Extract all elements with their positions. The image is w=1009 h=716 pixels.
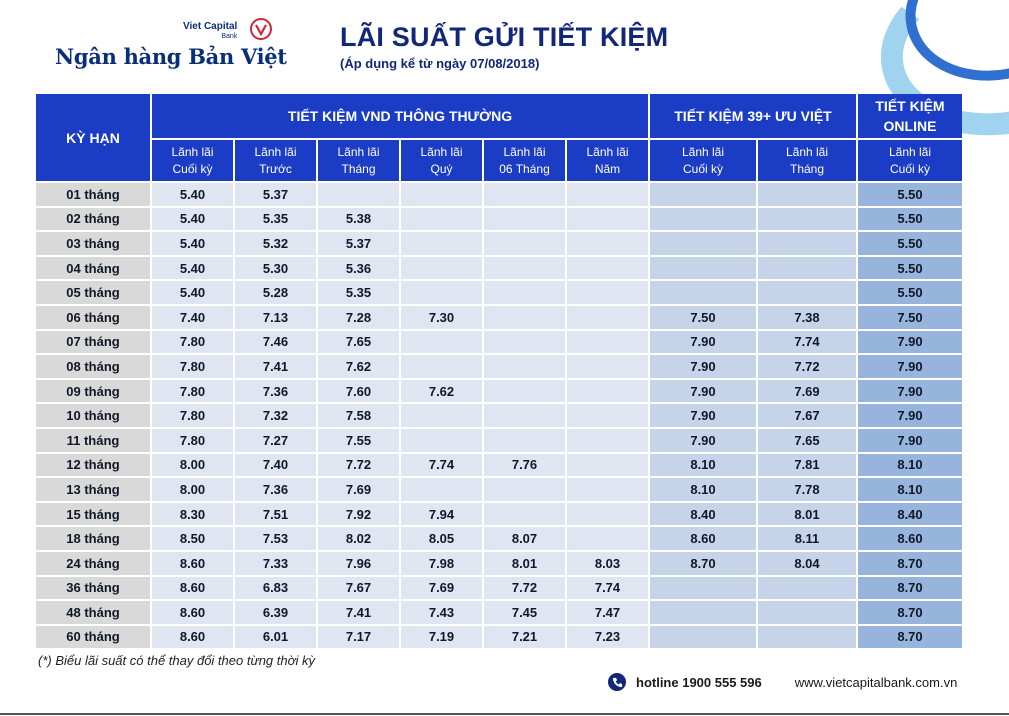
rate-cell: 7.41 — [318, 601, 399, 624]
subheader-line: Tháng — [789, 161, 825, 176]
rate-cell — [567, 503, 648, 526]
rate-cell: 7.74 — [401, 454, 482, 477]
rate-cell: 7.43 — [401, 601, 482, 624]
rate-cell — [758, 183, 856, 206]
rate-cell: 7.13 — [235, 306, 316, 329]
rate-cell: 7.36 — [235, 478, 316, 501]
rate-cell — [567, 232, 648, 255]
rate-cell: 5.38 — [318, 208, 399, 231]
rate-cell — [758, 232, 856, 255]
rate-cell — [567, 208, 648, 231]
rate-cell: 7.32 — [235, 404, 316, 427]
subheader-line: Năm — [594, 161, 621, 176]
rate-cell — [484, 503, 565, 526]
rate-cell — [401, 355, 482, 378]
subheader-line: Lãnh lãi — [888, 144, 932, 159]
rate-cell: 5.50 — [858, 281, 962, 304]
rate-cell: 7.36 — [235, 380, 316, 403]
rate-cell — [567, 257, 648, 280]
rate-cell: 8.70 — [858, 626, 962, 649]
rate-cell: 7.62 — [401, 380, 482, 403]
rate-cell — [484, 281, 565, 304]
phone-glyph-icon — [612, 677, 623, 688]
rate-cell — [650, 601, 756, 624]
rate-cell — [567, 454, 648, 477]
rate-cell: 7.58 — [318, 404, 399, 427]
term-cell: 04 tháng — [36, 257, 150, 280]
subheader-line: Quý — [430, 161, 453, 176]
bank-name: Ngân hàng Bản Việt — [55, 44, 287, 69]
bottom-divider — [0, 713, 1009, 715]
rate-cell: 8.40 — [650, 503, 756, 526]
subheader-line: Trước — [259, 161, 292, 176]
rate-cell: 7.90 — [858, 355, 962, 378]
rate-cell: 6.39 — [235, 601, 316, 624]
contact-bar — [608, 671, 957, 693]
rate-cell — [567, 404, 648, 427]
rate-cell — [758, 577, 856, 600]
rate-cell: 8.60 — [152, 552, 233, 575]
rate-cell: 6.83 — [235, 577, 316, 600]
logo-mark-icon — [250, 18, 272, 40]
rate-cell: 7.80 — [152, 429, 233, 452]
rate-cell: 7.80 — [152, 404, 233, 427]
rate-cell — [758, 257, 856, 280]
rate-cell: 7.78 — [758, 478, 856, 501]
rate-cell — [401, 257, 482, 280]
rate-cell: 7.72 — [318, 454, 399, 477]
rate-cell: 8.10 — [650, 454, 756, 477]
subheader-line: Lãnh lãi — [503, 144, 546, 159]
subheader-6 — [650, 140, 756, 181]
rate-cell: 7.21 — [484, 626, 565, 649]
subheader-1 — [235, 140, 316, 181]
rate-cell: 7.98 — [401, 552, 482, 575]
rate-cell: 7.65 — [318, 331, 399, 354]
rate-cell — [484, 404, 565, 427]
group-header-39plus: TIẾT KIỆM 39+ ƯU VIỆT — [650, 94, 856, 138]
table-row — [36, 552, 962, 575]
rate-cell — [650, 257, 756, 280]
rate-cell: 7.51 — [235, 503, 316, 526]
subheader-line: Lãnh lãi — [420, 144, 463, 159]
rate-cell: 7.27 — [235, 429, 316, 452]
rate-cell: 8.03 — [567, 552, 648, 575]
rate-cell — [567, 478, 648, 501]
rate-cell — [758, 601, 856, 624]
rate-cell — [567, 331, 648, 354]
rate-cell: 7.90 — [858, 404, 962, 427]
rate-cell: 5.37 — [235, 183, 316, 206]
rate-cell — [484, 208, 565, 231]
subheader-line: Lãnh lãi — [586, 144, 629, 159]
rate-cell: 7.81 — [758, 454, 856, 477]
rate-cell — [650, 183, 756, 206]
rate-cell: 7.69 — [318, 478, 399, 501]
subheader-line: Cuối kỳ — [889, 161, 930, 176]
rate-cell: 7.46 — [235, 331, 316, 354]
rate-cell: 5.36 — [318, 257, 399, 280]
rate-cell: 5.50 — [858, 257, 962, 280]
table-row — [36, 257, 962, 280]
rate-cell — [567, 527, 648, 550]
rate-cell: 8.10 — [858, 454, 962, 477]
rate-cell — [401, 281, 482, 304]
rate-cell: 7.80 — [152, 380, 233, 403]
rate-cell: 7.90 — [858, 429, 962, 452]
rate-cell: 7.62 — [318, 355, 399, 378]
term-cell: 10 tháng — [36, 404, 150, 427]
table-row — [36, 380, 962, 403]
term-cell: 48 tháng — [36, 601, 150, 624]
rate-cell: 7.76 — [484, 454, 565, 477]
group-header-online-text: TIẾT KIỆM ONLINE — [875, 98, 945, 134]
rate-cell: 7.74 — [567, 577, 648, 600]
subheader-line: Lãnh lãi — [681, 144, 725, 159]
rate-cell: 7.94 — [401, 503, 482, 526]
rate-cell: 7.50 — [858, 306, 962, 329]
rate-cell: 7.23 — [567, 626, 648, 649]
table-row — [36, 478, 962, 501]
table-row — [36, 183, 962, 206]
rate-cell: 5.35 — [318, 281, 399, 304]
rate-cell: 7.55 — [318, 429, 399, 452]
rate-cell: 8.00 — [152, 478, 233, 501]
rate-cell: 5.50 — [858, 208, 962, 231]
rate-cell: 8.70 — [858, 601, 962, 624]
rate-cell — [758, 626, 856, 649]
rate-cell: 7.72 — [758, 355, 856, 378]
group-header-regular: TIẾT KIỆM VND THÔNG THƯỜNG — [152, 94, 648, 138]
rate-cell: 8.01 — [758, 503, 856, 526]
rate-cell: 7.30 — [401, 306, 482, 329]
rate-cell: 8.60 — [152, 577, 233, 600]
rate-cell: 5.40 — [152, 208, 233, 231]
table-row — [36, 601, 962, 624]
rate-cell: 7.69 — [758, 380, 856, 403]
rate-cell: 7.17 — [318, 626, 399, 649]
subheader-3 — [401, 140, 482, 181]
rate-cell — [484, 232, 565, 255]
term-cell: 08 tháng — [36, 355, 150, 378]
rate-cell: 8.40 — [858, 503, 962, 526]
rate-cell — [484, 183, 565, 206]
rate-cell — [401, 404, 482, 427]
rate-cell — [650, 208, 756, 231]
subheader-line: Lãnh lãi — [785, 144, 829, 159]
subheader-line: Cuối kỳ — [172, 161, 213, 176]
table-row — [36, 626, 962, 649]
logo-small-name — [183, 22, 237, 42]
rate-cell — [401, 429, 482, 452]
table-row — [36, 355, 962, 378]
rate-cell: 7.38 — [758, 306, 856, 329]
term-cell: 18 tháng — [36, 527, 150, 550]
table-row — [36, 577, 962, 600]
subheader-7 — [758, 140, 856, 181]
table-row — [36, 306, 962, 329]
footnote: (*) Biểu lãi suất có thể thay đổi theo từng thời kỳ — [38, 653, 315, 668]
rate-cell — [401, 331, 482, 354]
term-cell: 05 tháng — [36, 281, 150, 304]
rate-cell — [650, 232, 756, 255]
table-row — [36, 527, 962, 550]
rate-cell: 8.60 — [858, 527, 962, 550]
rate-cell: 5.28 — [235, 281, 316, 304]
rate-cell: 8.05 — [401, 527, 482, 550]
rate-cell: 7.90 — [650, 429, 756, 452]
rate-cell: 7.90 — [650, 380, 756, 403]
rate-cell: 7.28 — [318, 306, 399, 329]
rate-cell: 5.40 — [152, 183, 233, 206]
rate-cell: 7.40 — [152, 306, 233, 329]
term-cell: 09 tháng — [36, 380, 150, 403]
rate-cell — [567, 429, 648, 452]
rate-cell — [484, 478, 565, 501]
rate-cell: 7.65 — [758, 429, 856, 452]
term-cell: 11 tháng — [36, 429, 150, 452]
table-row — [36, 331, 962, 354]
subheader-line: Lãnh lãi — [337, 144, 380, 159]
rate-cell: 7.90 — [858, 380, 962, 403]
rate-cell: 7.67 — [758, 404, 856, 427]
rate-cell — [484, 380, 565, 403]
term-cell: 06 tháng — [36, 306, 150, 329]
rate-cell: 7.96 — [318, 552, 399, 575]
rate-cell: 5.40 — [152, 232, 233, 255]
rate-cell — [318, 183, 399, 206]
table-row — [36, 404, 962, 427]
rate-cell: 5.50 — [858, 183, 962, 206]
term-cell: 02 tháng — [36, 208, 150, 231]
subheader-0 — [152, 140, 233, 181]
rate-cell: 7.90 — [650, 404, 756, 427]
rate-cell: 7.45 — [484, 601, 565, 624]
term-cell: 13 tháng — [36, 478, 150, 501]
rate-cell: 7.67 — [318, 577, 399, 600]
rate-cell: 8.07 — [484, 527, 565, 550]
rate-cell: 8.50 — [152, 527, 233, 550]
rate-cell — [567, 306, 648, 329]
rate-cell: 5.50 — [858, 232, 962, 255]
rate-cell: 7.90 — [650, 355, 756, 378]
group-header-online — [858, 94, 962, 138]
rate-cell — [758, 208, 856, 231]
rate-cell: 8.00 — [152, 454, 233, 477]
rate-cell — [484, 257, 565, 280]
rate-cell: 8.70 — [858, 577, 962, 600]
rate-cell — [567, 355, 648, 378]
rate-cell: 7.50 — [650, 306, 756, 329]
subheader-line: Tháng — [341, 161, 376, 176]
rate-cell: 7.80 — [152, 355, 233, 378]
rate-cell — [484, 306, 565, 329]
rate-cell: 7.40 — [235, 454, 316, 477]
page-title: LÃI SUẤT GỬI TIẾT KIỆM — [340, 22, 669, 52]
rate-cell: 7.74 — [758, 331, 856, 354]
rate-cell — [401, 183, 482, 206]
rate-cell: 7.72 — [484, 577, 565, 600]
term-cell: 03 tháng — [36, 232, 150, 255]
table-row — [36, 208, 962, 231]
rate-cell: 7.33 — [235, 552, 316, 575]
rate-cell: 5.30 — [235, 257, 316, 280]
term-cell: 36 tháng — [36, 577, 150, 600]
subheader-8 — [858, 140, 962, 181]
subheader-4 — [484, 140, 565, 181]
rate-cell: 6.01 — [235, 626, 316, 649]
rate-cell: 5.40 — [152, 281, 233, 304]
rate-cell — [758, 281, 856, 304]
subheader-line: Cuối kỳ — [682, 161, 723, 176]
subheader-5 — [567, 140, 648, 181]
rate-cell — [650, 626, 756, 649]
table-row — [36, 429, 962, 452]
bank-logo — [55, 18, 285, 78]
rate-cell: 8.30 — [152, 503, 233, 526]
rate-cell — [484, 429, 565, 452]
subheader-line: Lãnh lãi — [171, 144, 214, 159]
term-header: KỲ HẠN — [36, 94, 150, 181]
rate-cell: 8.60 — [650, 527, 756, 550]
term-cell: 12 tháng — [36, 454, 150, 477]
subheader-line: Lãnh lãi — [254, 144, 297, 159]
subheader-2 — [318, 140, 399, 181]
rate-cell — [401, 232, 482, 255]
rate-cell: 5.37 — [318, 232, 399, 255]
interest-rate-table — [34, 92, 964, 650]
rate-cell — [484, 355, 565, 378]
rate-cell: 8.01 — [484, 552, 565, 575]
rate-cell: 7.69 — [401, 577, 482, 600]
rate-cell: 5.40 — [152, 257, 233, 280]
term-cell: 24 tháng — [36, 552, 150, 575]
rate-cell — [484, 331, 565, 354]
phone-icon — [608, 673, 626, 691]
table-row — [36, 232, 962, 255]
rate-cell: 7.80 — [152, 331, 233, 354]
rate-cell: 7.90 — [858, 331, 962, 354]
rate-cell: 7.90 — [650, 331, 756, 354]
rate-cell: 8.70 — [650, 552, 756, 575]
rate-cell: 7.53 — [235, 527, 316, 550]
logo-small-sub: Bank — [221, 33, 238, 40]
rate-cell — [567, 183, 648, 206]
rate-cell: 8.70 — [858, 552, 962, 575]
rate-cell: 8.60 — [152, 626, 233, 649]
rate-cell: 7.92 — [318, 503, 399, 526]
subheader-line: 06 Tháng — [499, 161, 550, 176]
rate-cell: 8.04 — [758, 552, 856, 575]
term-cell: 15 tháng — [36, 503, 150, 526]
term-cell: 60 tháng — [36, 626, 150, 649]
rate-cell: 7.41 — [235, 355, 316, 378]
table-row — [36, 281, 962, 304]
rate-cell: 7.47 — [567, 601, 648, 624]
rate-cell — [650, 281, 756, 304]
website-link[interactable]: www.vietcapitalbank.com.vn — [794, 674, 958, 690]
hotline-text[interactable]: hotline 1900 555 596 — [636, 674, 762, 690]
rate-cell: 5.35 — [235, 208, 316, 231]
rate-cell: 8.11 — [758, 527, 856, 550]
rate-cell — [567, 380, 648, 403]
term-cell: 07 tháng — [36, 331, 150, 354]
rate-cell: 5.32 — [235, 232, 316, 255]
rate-cell: 8.10 — [650, 478, 756, 501]
rate-cell: 8.60 — [152, 601, 233, 624]
rate-cell — [650, 577, 756, 600]
table-row — [36, 454, 962, 477]
table-row — [36, 503, 962, 526]
page-subtitle: (Áp dụng kể từ ngày 07/08/2018) — [340, 56, 540, 71]
rate-cell — [401, 208, 482, 231]
rate-cell: 7.60 — [318, 380, 399, 403]
logo-small-text: Viet Capital — [183, 21, 238, 32]
term-cell: 01 tháng — [36, 183, 150, 206]
rate-cell: 8.02 — [318, 527, 399, 550]
rate-cell — [401, 478, 482, 501]
rate-cell — [567, 281, 648, 304]
rate-cell: 8.10 — [858, 478, 962, 501]
rate-cell: 7.19 — [401, 626, 482, 649]
